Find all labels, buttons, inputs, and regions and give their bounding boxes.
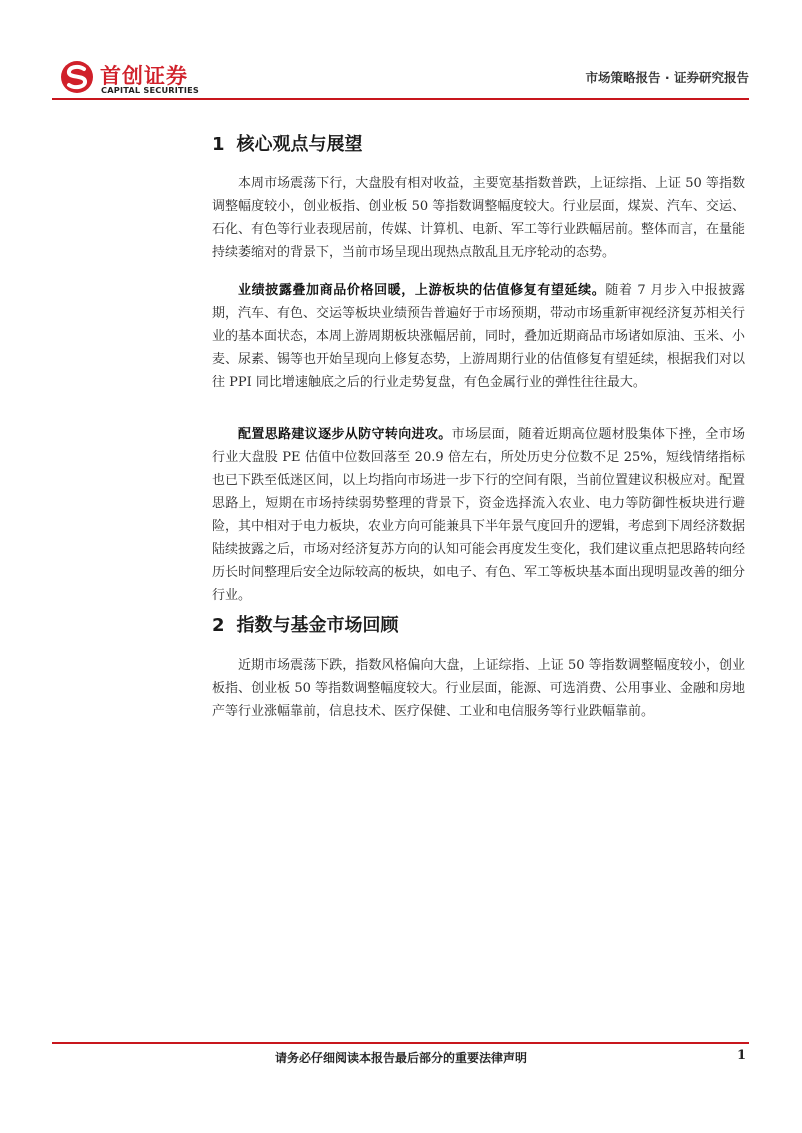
section-title: 指数与基金市场回顾: [236, 615, 399, 636]
paragraph-lead: 配置思路建议逐步从防守转向进攻。: [238, 427, 452, 442]
report-type: 市场策略报告 · 证券研究报告: [585, 70, 749, 85]
section-heading: [212, 611, 399, 637]
paragraph: [212, 279, 745, 394]
paragraph: [212, 172, 745, 264]
section-number: 1: [212, 134, 225, 155]
paragraph-text: 近期市场震荡下跌，指数风格偏向大盘，上证综指、上证 50 等指数调整幅度较小，创业板指、创业板 50 等指数调整幅度较大。行业层面，能源、可选消费、公用事业、金融和房地产等行业涨幅靠前，信息技术、医疗保健、工业和电信服务等行业跌幅靠前。: [212, 658, 745, 719]
footer-divider: [52, 1042, 749, 1044]
company-logo: [60, 58, 230, 98]
section-heading: [212, 130, 363, 156]
paragraph: [212, 423, 745, 607]
section-number: 2: [212, 615, 225, 636]
legal-disclaimer: 请务必仔细阅读本报告最后部分的重要法律声明: [274, 1051, 527, 1065]
paragraph-text: 本周市场震荡下行，大盘股有相对收益，主要宽基指数普跌，上证综指、上证 50 等指数调整幅度较小，创业板指、创业板 50 等指数调整幅度较大。行业层面，煤炭、汽车、交运、石化、有色等行业表现居前，传媒、计算机、电新、军工等行业跌幅居前。整体而言，在量能持续萎缩对的背景下，当前市场呈现出现热点散乱且无序轮动的态势。: [212, 176, 746, 260]
paragraph: [212, 654, 745, 723]
page-header: [52, 58, 749, 98]
paragraph-text: 市场层面，随着近期高位题材股集体下挫，全市场行业大盘股 PE 估值中位数回落至 20.9 倍左右，所处历史分位数不足 25%，短线情绪指标也已下跌至低迷区间，以上均指向市场进一步下行的空间有限，当前位置建议积极应对。配置思路上，短期在市场持续弱势整理的背景下，资金选择流入农业、电力等防御性板块进行避险，其中相对于电力板块，农业方向可能兼具下半年景气度回升的逻辑，考虑到下周经济数据陆续披露之后，市场对经济复苏方向的认知可能会再度发生变化，我们建议重点把思路转向经历长时间整理后安全边际较高的板块，如电子、有色、军工等板块基本面出现明显改善的细分行业。: [212, 427, 746, 603]
paragraph-text: 随着 7 月步入中报披露期，汽车、有色、交运等板块业绩预告普遍好于市场预期，带动市场重新审视经济复苏相关行业的基本面状态，本周上游周期板块涨幅居前，同时，叠加近期商品市场诸如原油、玉米、小麦、尿素、锡等也开始呈现向上修复态势，上游周期行业的估值修复有望延续，根据我们对以往 PPI 同比增速触底之后的行业走势复盘，有色金属行业的弹性往往最大。: [212, 283, 746, 390]
logo-name-cn: 首创证券: [100, 64, 188, 88]
page-number: 1: [736, 1048, 746, 1063]
section-title: 核心观点与展望: [236, 134, 363, 155]
logo-emblem-icon: [60, 60, 94, 94]
paragraph-lead: 业绩披露叠加商品价格回暖，上游板块的估值修复有望延续。: [238, 283, 606, 298]
logo-name-en: CAPITAL SECURITIES: [101, 85, 199, 95]
header-divider: [52, 98, 749, 100]
